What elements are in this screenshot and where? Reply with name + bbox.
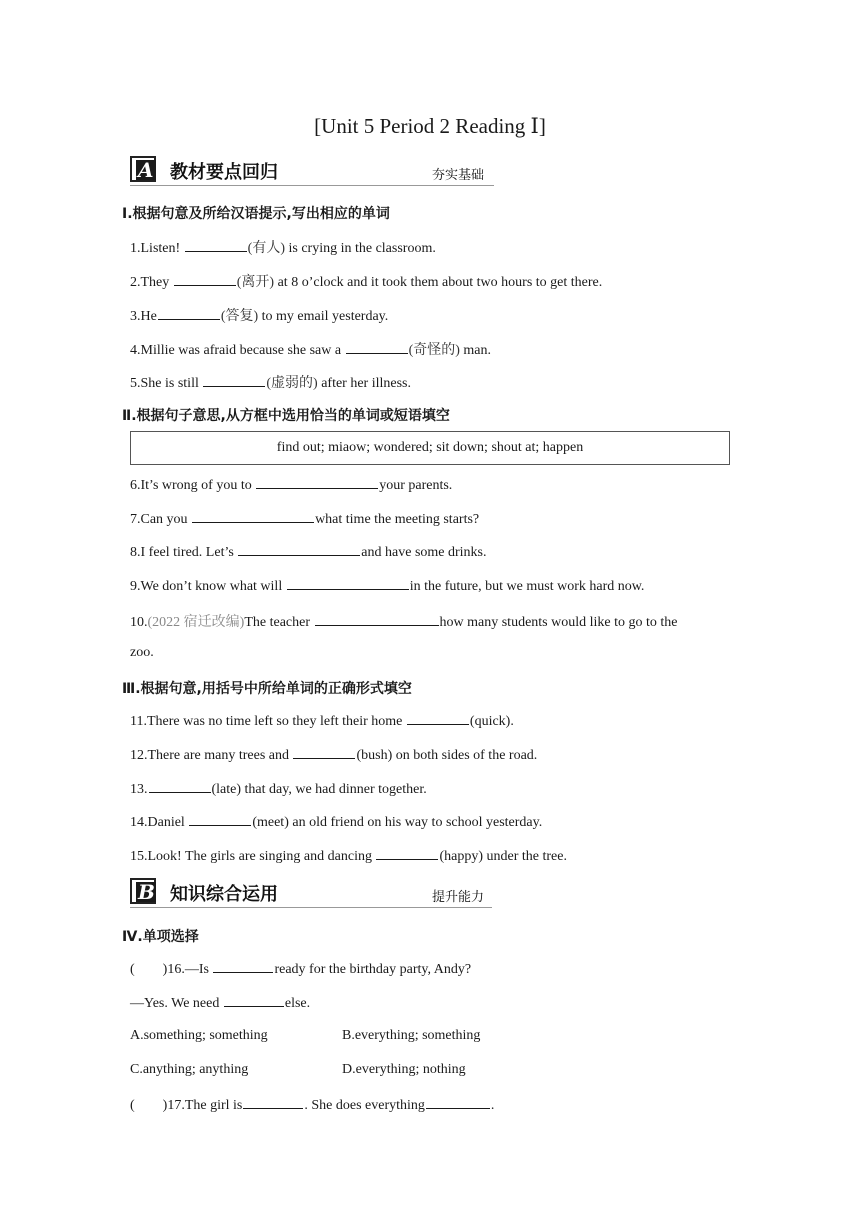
question-16-reply: —Yes. We need else. — [130, 996, 311, 1011]
answer-blank[interactable] — [346, 341, 408, 354]
answer-blank[interactable] — [426, 1096, 490, 1109]
answer-blank[interactable] — [407, 712, 469, 725]
answer-blank[interactable] — [203, 374, 265, 387]
answer-paren[interactable]: ( ) — [130, 962, 168, 977]
question-9: 9.We don’t know what will in the future, but we must work hard now. — [130, 579, 645, 594]
question-7: 7.Can you what time the meeting starts? — [130, 512, 480, 527]
section-b-badge-icon: B — [130, 878, 156, 904]
section-a-heading: 教材要点回归 — [170, 162, 278, 183]
answer-blank[interactable] — [293, 746, 355, 759]
answer-blank[interactable] — [158, 307, 220, 320]
section-a-subheading: 夯实基础 — [432, 168, 485, 183]
question-6: 6.It’s wrong of you to your parents. — [130, 478, 453, 493]
section-b-subheading: 提升能力 — [432, 890, 485, 905]
question-3: 3.He (答复) to my email yesterday. — [130, 309, 389, 324]
answer-blank[interactable] — [315, 613, 439, 626]
part4-heading: Ⅳ.单项选择 — [122, 929, 199, 945]
question-4: 4.Millie was afraid because she saw a (奇怪的) man. — [130, 343, 492, 358]
answer-blank[interactable] — [189, 813, 251, 826]
section-a-badge-icon: A — [130, 156, 156, 182]
question-10-continued: zoo. — [130, 645, 154, 660]
answer-blank[interactable] — [287, 577, 409, 590]
answer-blank[interactable] — [243, 1096, 303, 1109]
source-note: (2022 宿迁改编) — [147, 615, 245, 630]
option-d[interactable]: D.everything; nothing — [342, 1062, 466, 1077]
question-17: ( )17.The girl is . She does everything . — [130, 1098, 495, 1113]
option-b[interactable]: B.everything; something — [342, 1028, 481, 1043]
question-11: 11.There was no time left so they left their home (quick). — [130, 714, 514, 729]
question-12: 12.There are many trees and (bush) on both sides of the road. — [130, 748, 538, 763]
question-2: 2.They (离开) at 8 o’clock and it took them about two hours to get there. — [130, 275, 603, 290]
answer-blank[interactable] — [376, 847, 438, 860]
answer-blank[interactable] — [192, 510, 314, 523]
word-box: find out; miaow; wondered; sit down; shout at; happen — [130, 431, 730, 465]
page-title: [Unit 5 Period 2 Reading Ⅰ] — [314, 114, 546, 138]
answer-blank[interactable] — [224, 994, 284, 1007]
question-15: 15.Look! The girls are singing and dancing (happy) under the tree. — [130, 849, 567, 864]
answer-blank[interactable] — [238, 543, 360, 556]
option-a[interactable]: A.something; something — [130, 1028, 268, 1043]
answer-blank[interactable] — [185, 239, 247, 252]
question-1: 1.Listen! (有人) is crying in the classroom. — [130, 241, 436, 256]
question-8: 8.I feel tired. Let’s and have some drinks. — [130, 545, 487, 560]
part1-heading: Ⅰ.根据句意及所给汉语提示,写出相应的单词 — [122, 206, 390, 222]
part2-heading: Ⅱ.根据句子意思,从方框中选用恰当的单词或短语填空 — [122, 408, 450, 424]
section-b-banner — [130, 878, 492, 908]
question-16: ( )16.—Is ready for the birthday party, Andy? — [130, 962, 472, 977]
answer-blank[interactable] — [174, 273, 236, 286]
option-c[interactable]: C.anything; anything — [130, 1062, 249, 1077]
question-10: 10.(2022 宿迁改编)The teacher how many students would like to go to the — [130, 615, 678, 630]
question-13: 13. (late) that day, we had dinner together. — [130, 782, 427, 797]
section-a-banner — [130, 156, 494, 186]
part3-heading: Ⅲ.根据句意,用括号中所给单词的正确形式填空 — [122, 681, 412, 697]
answer-blank[interactable] — [149, 780, 211, 793]
question-5: 5.She is still (虚弱的) after her illness. — [130, 376, 411, 391]
answer-paren[interactable]: ( ) — [130, 1098, 168, 1113]
section-b-heading: 知识综合运用 — [170, 884, 278, 905]
answer-blank[interactable] — [213, 960, 273, 973]
answer-blank[interactable] — [256, 476, 378, 489]
question-14: 14.Daniel (meet) an old friend on his way to school yesterday. — [130, 815, 543, 830]
